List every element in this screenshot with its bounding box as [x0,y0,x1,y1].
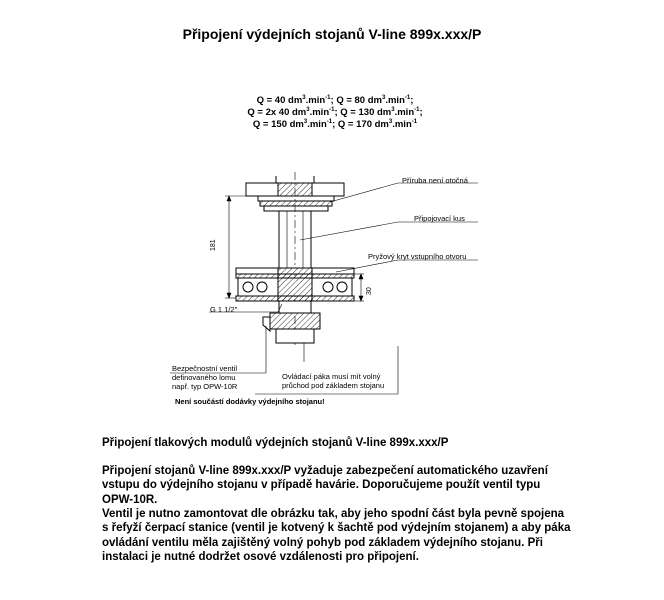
callout-cover: Pryžový kryt vstupního otvoru [368,252,467,261]
paragraph-1: Připojení stojanů V-line 899x.xxx/P vyžaduje zabezpečení automatického uzavření vstupu do výdejního stojanu v případě havárie. Doporučujeme použít ventil typu OPW-10R. [102,465,548,506]
paragraph-2: Ventil je nutno zamontovat dle obrázku tak, aby jeho spodní část byla pevně spojena s řefyží čerpací stanice (ventil je kotvený k šachtě pod výdejním stojanem) a aby páka ovládání ventilu měla zajištěný volný pohyb pod základem výdejního stojanu. Při instalaci je nutné dodržet osové vzdálenosti pro připojení. [102,508,571,563]
lever-note: Ovládací páka musí mít volný průchod pod základem stojanu [282,372,385,390]
flow-rate-line-3: Q = 150 $dm^3.\min^{-1}$; Q = 170 $dm^3.\min^{-1}$ [252,119,418,130]
dimension-30-label: 30 [366,287,373,295]
safety-valve [263,301,320,343]
dimension-30 [354,274,364,301]
flow-rate-line-1: Q = 40 $dm^3.\min^{-1}$; Q = 80 $dm^3.\min^{-1}$; [256,95,414,106]
dimension-181-label: 181 [210,239,217,251]
callout-flange: Příruba není otočná [402,176,468,185]
section-subheading: Připojení tlakových modulů výdejních stojanů V-line 899x.xxx/P [102,437,449,449]
valve-note: Bezpečnostní ventil definovaného lomu např. typ OPW-10R [172,364,238,391]
callout-connector: Připojovací kus [414,214,465,223]
page-title: Připojení výdejních stojanů V-line 899x.xxx/P [182,26,482,42]
base-frame [236,268,354,301]
flow-rate-line-2: Q = 2x 40 $dm^3.\min^{-1}$; Q = 130 $dm^3.\min^{-1}$; [247,107,423,118]
thread-label: G 1 1/2" [210,305,238,314]
supply-note: Není součástí dodávky výdejního stojanu! [175,397,325,406]
